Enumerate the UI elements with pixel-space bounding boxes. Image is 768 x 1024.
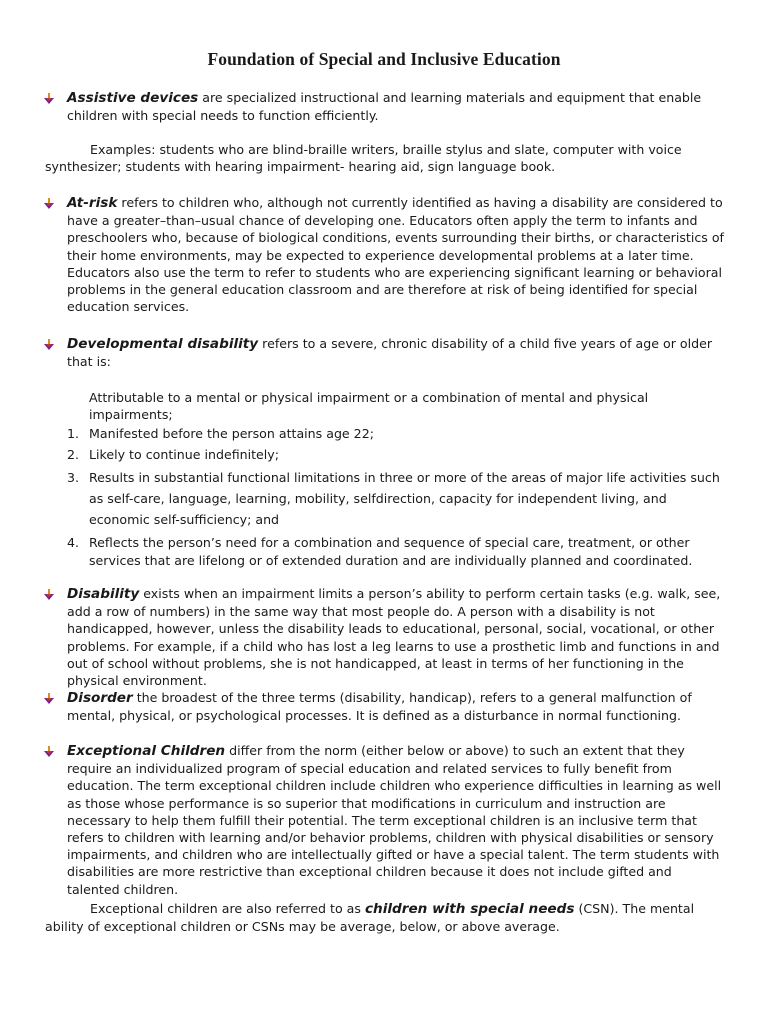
definition-at-risk [67,194,725,315]
term: Disability [67,586,140,602]
arrow-bullet-icon [44,692,54,704]
definition-text: refers to a severe, chronic disability of a child five years of age or older that is: [67,336,713,370]
list-number: 3. [67,470,80,486]
definition-developmental-disability [67,335,725,370]
definition-disability [67,585,725,689]
list-item-text: Manifested before the person attains age 22; [89,426,374,441]
term: At-risk [67,195,118,211]
attributable-paragraph: Attributable to a mental or physical impairment or a combination of mental and physical impairments; [89,390,649,423]
list-item-text: Likely to continue indefinitely; [89,447,279,463]
examples-paragraph: Examples: students who are blind-braille writers, braille stylus and slate, computer with voice synthesizer; students with hearing impairment- hearing aid, sign language book. [45,142,682,175]
list-item [67,446,727,463]
list-item [67,425,727,442]
term: Exceptional Children [67,743,226,759]
csn-text-after: (CSN). The mental ability of exceptional children or CSNs may be average, below, or above average. [45,901,695,935]
csn-term: children with special needs [364,901,575,917]
csn-paragraph [45,900,725,935]
list-item-text: Reflects the person’s need for a combination and sequence of special care, treatment, or other services that are lifelong or of extended duration and are individually planned and coordinated. [89,535,693,568]
list-number: 2. [67,447,80,463]
arrow-bullet-icon [44,92,54,104]
arrow-bullet-icon [44,197,54,209]
arrow-bullet-icon [44,588,54,600]
list-item [67,534,727,568]
csn-text-before: Exceptional children are also referred to as [90,901,365,916]
arrow-bullet-icon [44,338,54,350]
definition-text: differ from the norm (either below or above) to such an extent that they require an individualized program of special education and related services to fully benefit from education. The term exceptional children include children who experience difficulties in learning as well as those whose performance is so superior that modifications in curriculum and instruction are necessary to help them fulfill their potential. The term exceptional children is an inclusive term that refers to children with learning and/or behavior problems, children with physical disabilities or sensory impairments, and children who are intellectually gifted or have a special talent. The term students with disabilities are more restrictive than exceptional children because it does not include gifted and talented children. [67,743,722,897]
arrow-bullet-icon [44,745,54,757]
list-item-text: Results in substantial functional limitations in three or more of the areas of major life activities such as self-care, language, learning, mobility, selfdirection, capacity for independent living, and economic self-sufficiency; and [89,470,720,528]
list-number: 4. [67,535,80,551]
definition-assistive-devices [67,89,725,124]
definition-text: exists when an impairment limits a person’s ability to perform certain tasks (e.g. walk, see, add a row of numbers) in the same way that most people do. A person with a disability is not handicapped, however, unless the disability leads to educational, personal, social, vocational, or other problems. For example, if a child who has lost a leg learns to use a prosthetic limb and functions in and out of school without problems, she is not handicapped, at least in terms of her functioning in the physical environment. [67,586,721,689]
term: Developmental disability [67,336,259,352]
term: Disorder [67,690,133,706]
definition-text: the broadest of the three terms (disability, handicap), refers to a general malfunction of mental, physical, or psychological processes. It is defined as a disturbance in normal functioning. [67,690,692,724]
definition-text: refers to children who, although not currently identified as having a disability are considered to have a greater–than–usual chance of developing one. Educators often apply the term to infants and preschoolers who, because of biological conditions, events surrounding their births, or characteristics of their home environments, may be expected to experience developmental problems at a later time. Educators also use the term to refer to students who are experiencing significant learning or behavioral problems in the general education classroom and are therefore at risk of being identified for special education services. [67,195,724,315]
definition-text: are specialized instructional and learning materials and equipment that enable children with special needs to function efficiently. [67,90,702,124]
criteria-list [67,425,727,569]
definition-exceptional-children [67,742,725,898]
definition-disorder [67,689,725,724]
list-item [67,467,727,530]
list-number: 1. [67,426,80,441]
term: Assistive devices [67,90,199,106]
page-title: Foundation of Special and Inclusive Education [207,49,561,69]
